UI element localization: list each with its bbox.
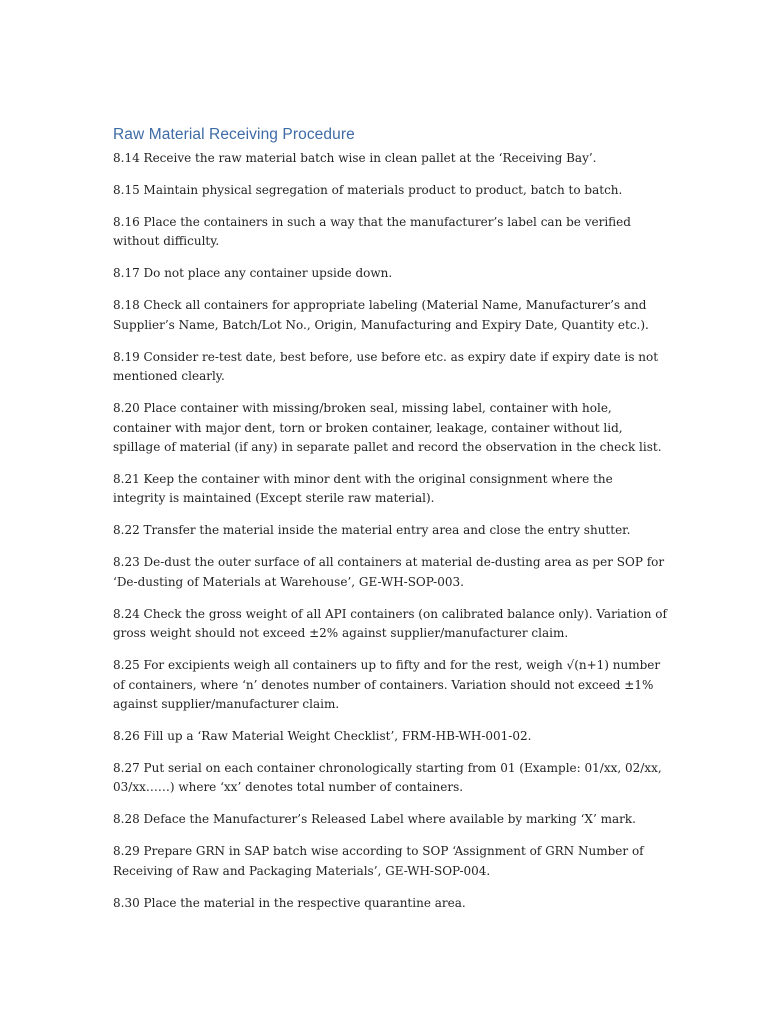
paragraph-8-16: 8.16 Place the containers in such a way that the manufacturer’s label can be verified without difficulty. [113,215,631,249]
paragraph-8-15: 8.15 Maintain physical segregation of materials product to product, batch to batch. [113,183,623,197]
paragraph-8-25: 8.25 For excipients weigh all containers up to fifty and for the rest, weigh √(n+1) number of containers, where ‘n’ denotes number of containers. Variation should not exceed ±1% against supplier/manufacturer claim. [113,658,661,712]
paragraph-8-28: 8.28 Deface the Manufacturer’s Released Label where available by marking ‘X’ mark. [113,812,636,827]
paragraph-8-23: 8.23 De-dust the outer surface of all containers at material de-dusting area as per SOP for ‘De-dusting of Materials at Warehouse’, GE-WH-SOP-003. [113,555,665,589]
paragraph-8-26: 8.26 Fill up a ‘Raw Material Weight Checklist’, FRM-HB-WH-001-02. [113,729,532,744]
paragraph-8-27: 8.27 Put serial on each container chronologically starting from 01 (Example: 01/xx, 02/xx, 03/xx……) where ‘xx’ denotes total number of containers. [113,761,662,795]
paragraph-8-30: 8.30 Place the material in the respective quarantine area. [113,895,466,910]
paragraph-8-20: 8.20 Place container with missing/broken seal, missing label, container with hole, container with major dent, torn or broken container, leakage, container without lid, spillage of material (if any) in separate pallet and record the observation in the check list. [113,401,662,455]
paragraph-8-17: 8.17 Do not place any container upside down. [113,266,393,281]
document-title: Raw Material Receiving Procedure [113,126,355,143]
paragraph-8-18: 8.18 Check all containers for appropriate labeling (Material Name, Manufacturer’s and Supplier’s Name, Batch/Lot No., Origin, Manufacturing and Expiry Date, Quantity etc.). [113,298,649,332]
paragraph-8-24: 8.24 Check the gross weight of all API containers (on calibrated balance only). Variation of gross weight should not exceed ±2% against supplier/manufacturer claim. [113,606,667,641]
paragraph-8-29: 8.29 Prepare GRN in SAP batch wise according to SOP ‘Assignment of GRN Number of Receiving of Raw and Packaging Materials’, GE-WH-SOP-004. [113,844,644,878]
paragraph-8-22: 8.22 Transfer the material inside the material entry area and close the entry shutter. [113,523,631,538]
paragraph-8-14: 8.14 Receive the raw material batch wise in clean pallet at the ‘Receiving Bay’. [113,151,597,165]
paragraph-8-21: 8.21 Keep the container with minor dent with the original consignment where the integrity is maintained (Except sterile raw material). [113,472,613,506]
paragraph-8-19: 8.19 Consider re-test date, best before, use before etc. as expiry date if expiry date is not mentioned clearly. [113,349,659,384]
